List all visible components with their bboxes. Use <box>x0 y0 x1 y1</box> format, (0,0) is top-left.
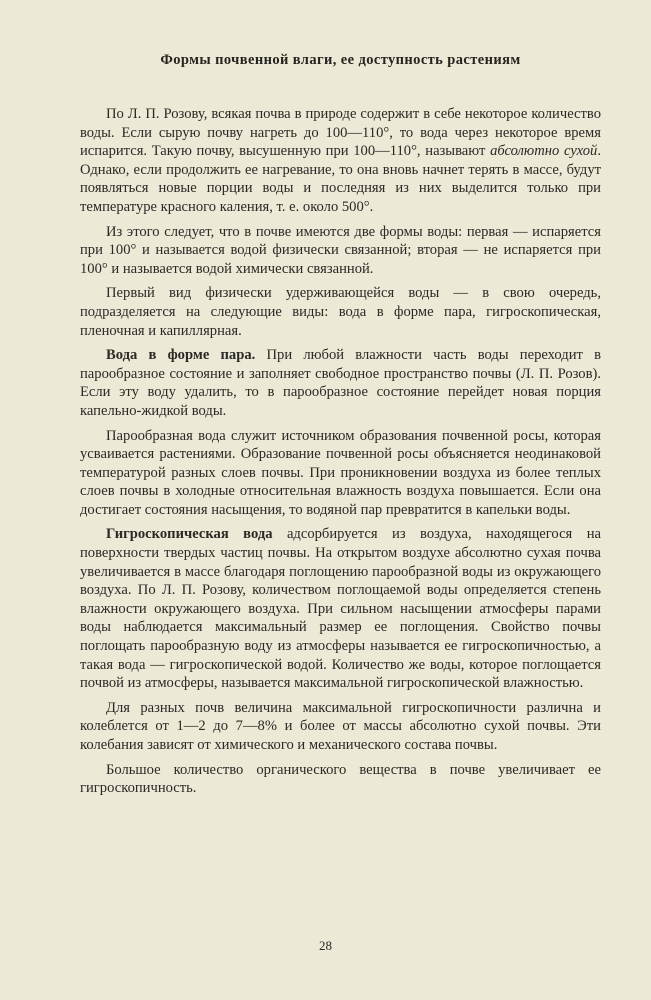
paragraph-organic-matter: Большое количество органического вещества в почве увеличивает ее гигроскопичность. <box>80 761 601 797</box>
run-in-heading: Вода в форме пара. <box>106 347 256 364</box>
emphasis-term: абсолютно сухой <box>490 143 598 160</box>
paragraph-rozov-intro <box>80 105 601 217</box>
paragraph-text: По Л. П. Розову, всякая почва в природе содержит в себе некоторое количество воды. Если сырую почву нагреть до 100—110°, то вода через некоторое время испарится. Такую почву, высушенную при 100—110°, называют <box>80 106 601 160</box>
run-in-heading: Гигроскопическая вода <box>106 526 273 543</box>
paragraph-text: . Однако, если продолжить ее нагревание, то она вновь начнет терять в массе, будут появляться новые порции воды и последняя из них выделится только при температуре красного каления, т. е. около 500°. <box>80 143 601 215</box>
paragraph-text: адсорбируется из воздуха, находящегося на поверхности твердых частиц почвы. На открытом воздухе абсолютно сухая почва увеличивается в массе благодаря поглощению парообразной воды из окружающего воздуха. По Л. П. Розову, количеством поглощаемой воды определяется степень влажности окружающего воздуха. При сильном насыщении атмосферы парами воды наблюдается максимальный размер ее поглощения. Свойство почвы поглощать парообразную воду из атмосферы называется ее гигроскопичностью, а такая вода — гигроскопической водой. Количество же воды, которое поглощается почвой из атмосферы, называется максимальной гигроскопической влажностью. <box>80 526 601 692</box>
section-title: Формы почвенной влаги, ее доступность растениям <box>160 52 521 68</box>
paragraph-text: При любой влажности часть воды переходит в парообразное состояние и заполняет свободное пространство почвы (Л. П. Розов). Если эту воду удалить, то в парообразное состояние перейдет новая порция капельно-жидкой воды. <box>80 347 602 419</box>
paragraph-vapor-water <box>80 346 601 420</box>
paragraph-max-hygroscopicity: Для разных почв величина максимальной гигроскопичности различна и колеблется от 1—2 до 7—8% и более от массы абсолютно сухой почвы. Эти колебания зависят от химического и механического состава почвы. <box>80 699 601 753</box>
page-number: 28 <box>319 938 332 953</box>
paragraph-hygroscopic-water <box>80 525 601 692</box>
paragraph-physical-water-types: Первый вид физически удерживающейся воды — в свою очередь, подразделяется на следующие виды: вода в форме пара, гигроскопическая, пленочная и капиллярная. <box>80 285 601 339</box>
paragraph-soil-dew: Парообразная вода служит источником образования почвенной росы, которая усваивается растениями. Образование почвенной росы объясняется неодинаковой температурой разных слоев почвы. При проникновении воздуха из более теплых слоев почвы в холодные относительная влажность воздуха повышается. Если она достигает состояния насыщения, то водяной пар превратится в капельки воды. <box>80 427 601 518</box>
paragraph-two-forms: Из этого следует, что в почве имеются две формы воды: первая — испаряется при 100° и называется водой физически связанной; вторая — не испаряется при 100° и называется водой химически связанной. <box>80 223 601 277</box>
